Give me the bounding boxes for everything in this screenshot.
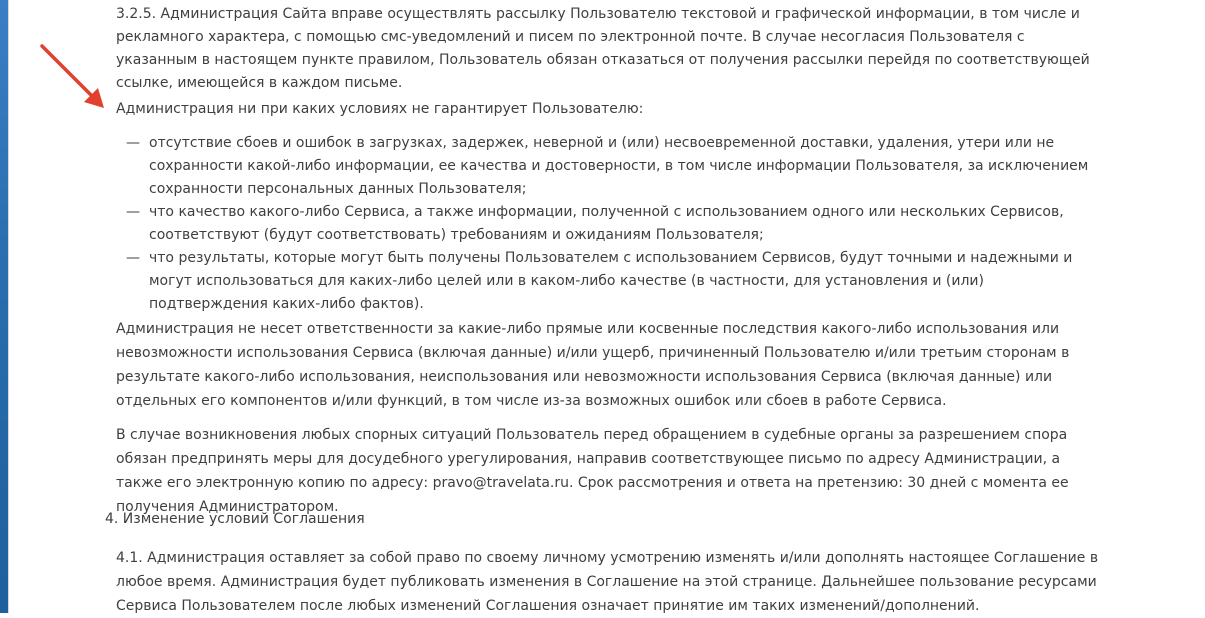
dispute-paragraph: В случае возникновения любых спорных ситуаций Пользователь перед обращением в судебные органы за разрешением спора обязан предпринять меры для досудебного урегулирования, направив соответствующее письмо по адресу Администрации, а также его электронную копию по адресу: pravo@travelata.ru. Срок рассмотрения и ответа на претензию: 30 дней с момента ее получения Администратором. bbox=[116, 427, 1069, 515]
dash-marker: — bbox=[126, 204, 140, 220]
clause-3-2-5: 3.2.5. Администрация Сайта вправе осуществлять рассылку Пользователю текстовой и графической информации, в том числе и рекламного характера, с помощью смс-уведомлений и писем по электронной почте. В случае несогласия Пользователя с указанным в настоящем пункте правилом, Пользователь обязан отказаться от получения рассылки перейдя по соответствующей ссылке, имеющейся в каждом письме. bbox=[116, 6, 1090, 91]
liability-paragraph: Администрация не несет ответственности за какие-либо прямые или косвенные последствия какого-либо использования или невозможности использования Сервиса (включая данные) и/или ущерб, причиненный Пользователю и/или третьим сторонам в результате какого-либо использования, неиспользования или невозможности использования Сервиса (включая данные) или отдельных его компонентов и/или функций, в том числе из-за возможных ошибок или сбоев в работе Сервиса. bbox=[116, 321, 1070, 409]
list-item bbox=[126, 247, 1091, 316]
no-guarantee-intro: Администрация ни при каких условиях не гарантирует Пользователю: bbox=[116, 101, 644, 117]
section-4-heading: 4. Изменение условий Соглашения bbox=[105, 511, 365, 527]
list-item bbox=[126, 132, 1091, 201]
list-item bbox=[126, 201, 1091, 247]
red-arrow-icon bbox=[36, 40, 108, 112]
dash-marker: — bbox=[126, 135, 140, 151]
no-guarantee-list bbox=[126, 132, 1091, 316]
dash-marker: — bbox=[126, 250, 140, 266]
clause-4-1: 4.1. Администрация оставляет за собой право по своему личному усмотрению изменять и/или дополнять настоящее Соглашение в любое время. Администрация будет публиковать изменения в Соглашение на этой странице. Дальнейшее пользование ресурсами Сервиса Пользователем после любых изменений Соглашения означает принятие им таких изменений/дополнений. bbox=[116, 550, 1099, 614]
list-item-text: отсутствие сбоев и ошибок в загрузках, задержек, неверной и (или) несвоевременной доставки, удаления, утери или не сохранности какой-либо информации, ее качества и достоверности, в том числе информации Пользователя, за исключением сохранности персональных данных Пользователя; bbox=[149, 135, 1089, 197]
list-item-text: что качество какого-либо Сервиса, а также информации, полученной с использованием одного или нескольких Сервисов, соответствуют (будут соответствовать) требованиям и ожиданиям Пользователя; bbox=[149, 204, 1064, 243]
list-item-text: что результаты, которые могут быть получены Пользователем с использованием Сервисов, будут точными и надежными и могут использоваться для каких-либо целей или в каком-либо качестве (в частности, для установления и (или) подтверждения каких-либо фактов). bbox=[149, 250, 1073, 312]
